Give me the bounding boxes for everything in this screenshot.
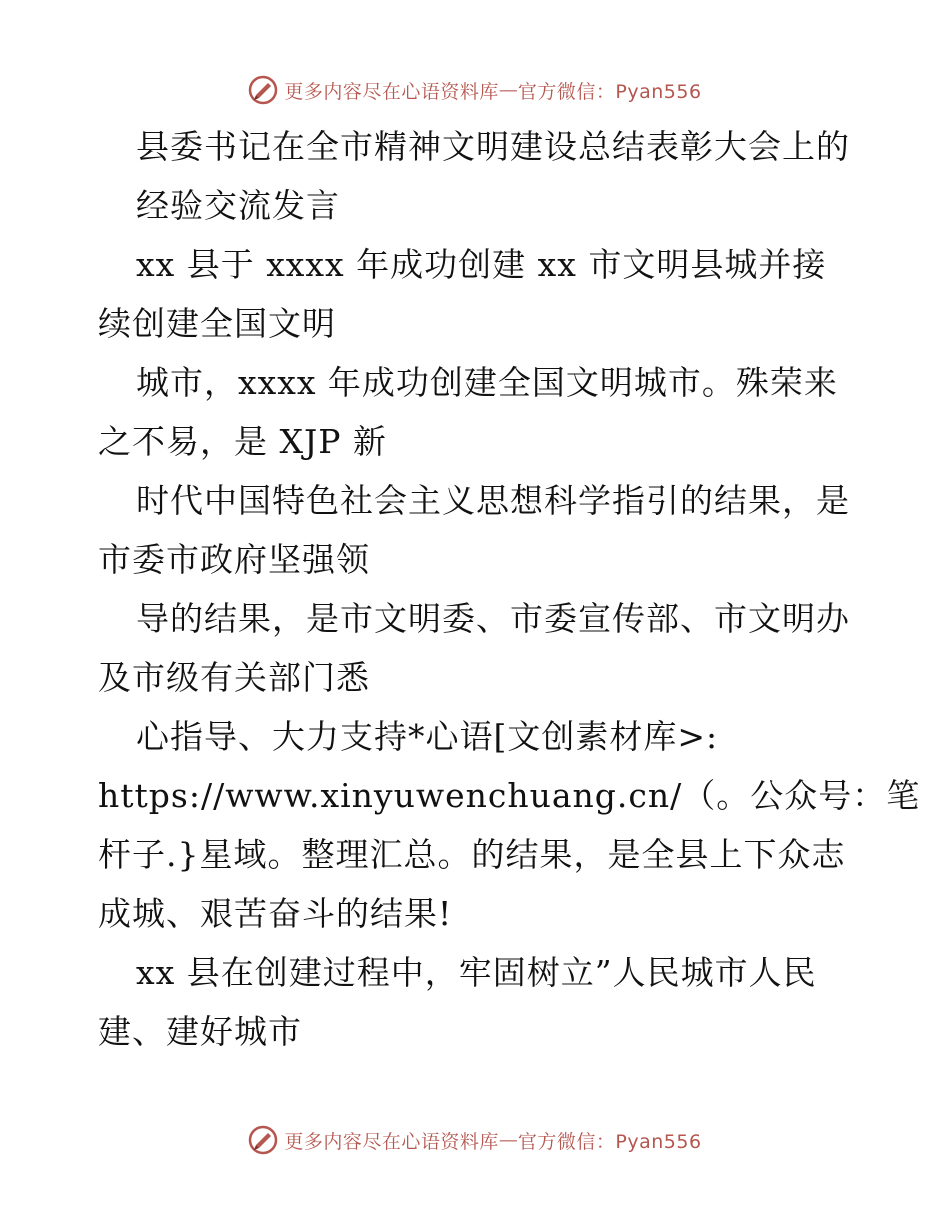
paragraph-line: 导的结果，是市文明委、市委宣传部、市文明办 — [136, 599, 850, 638]
paragraph-line: 市委市政府坚强领 — [98, 540, 370, 579]
paragraph-line: 杆子.}星域。整理汇总。的结果，是全县上下众志 — [98, 835, 846, 874]
paragraph-line: 续创建全国文明 — [98, 304, 336, 343]
watermark-dash: — — [498, 1129, 518, 1151]
watermark-wechat: 官方微信：Pyan556 — [517, 1130, 702, 1153]
watermark-wechat: 官方微信：Pyan556 — [517, 80, 702, 103]
paragraph-line: 成城、艰苦奋斗的结果! — [98, 894, 453, 933]
paragraph-line: 及市级有关部门悉 — [98, 658, 370, 697]
paragraph-line: 之不易，是 XJP 新 — [98, 422, 387, 461]
paragraph-line: 时代中国特色社会主义思想科学指引的结果，是 — [136, 481, 850, 520]
paragraph-line: 心指导、大力支持*心语[文创素材库>: — [136, 717, 719, 756]
watermark-text: 更多内容尽在心语资料库 — [284, 1130, 499, 1153]
watermark-dash: — — [498, 79, 518, 101]
title-line-1: 县委书记在全市精神文明建设总结表彰大会上的 — [136, 127, 850, 166]
document-body — [98, 117, 921, 1061]
watermark-text: 更多内容尽在心语资料库 — [284, 80, 499, 103]
title-line-2: 经验交流发言 — [136, 186, 340, 225]
paragraph-line-url: https://www.xinyuwenchuang.cn/（。公众号：笔 — [98, 776, 921, 815]
brand-logo-icon — [248, 1125, 278, 1155]
paragraph-line: 城市，xxxx 年成功创建全国文明城市。殊荣来 — [136, 363, 838, 402]
brand-logo-icon — [248, 75, 278, 105]
paragraph-line: 建、建好城市 — [98, 1012, 302, 1051]
paragraph-line: xx 县在创建过程中，牢固树立”人民城市人民 — [136, 953, 817, 992]
header-watermark — [0, 73, 950, 107]
paragraph-line: xx 县于 xxxx 年成功创建 xx 市文明县城并接 — [136, 245, 827, 284]
footer-watermark — [0, 1123, 950, 1157]
